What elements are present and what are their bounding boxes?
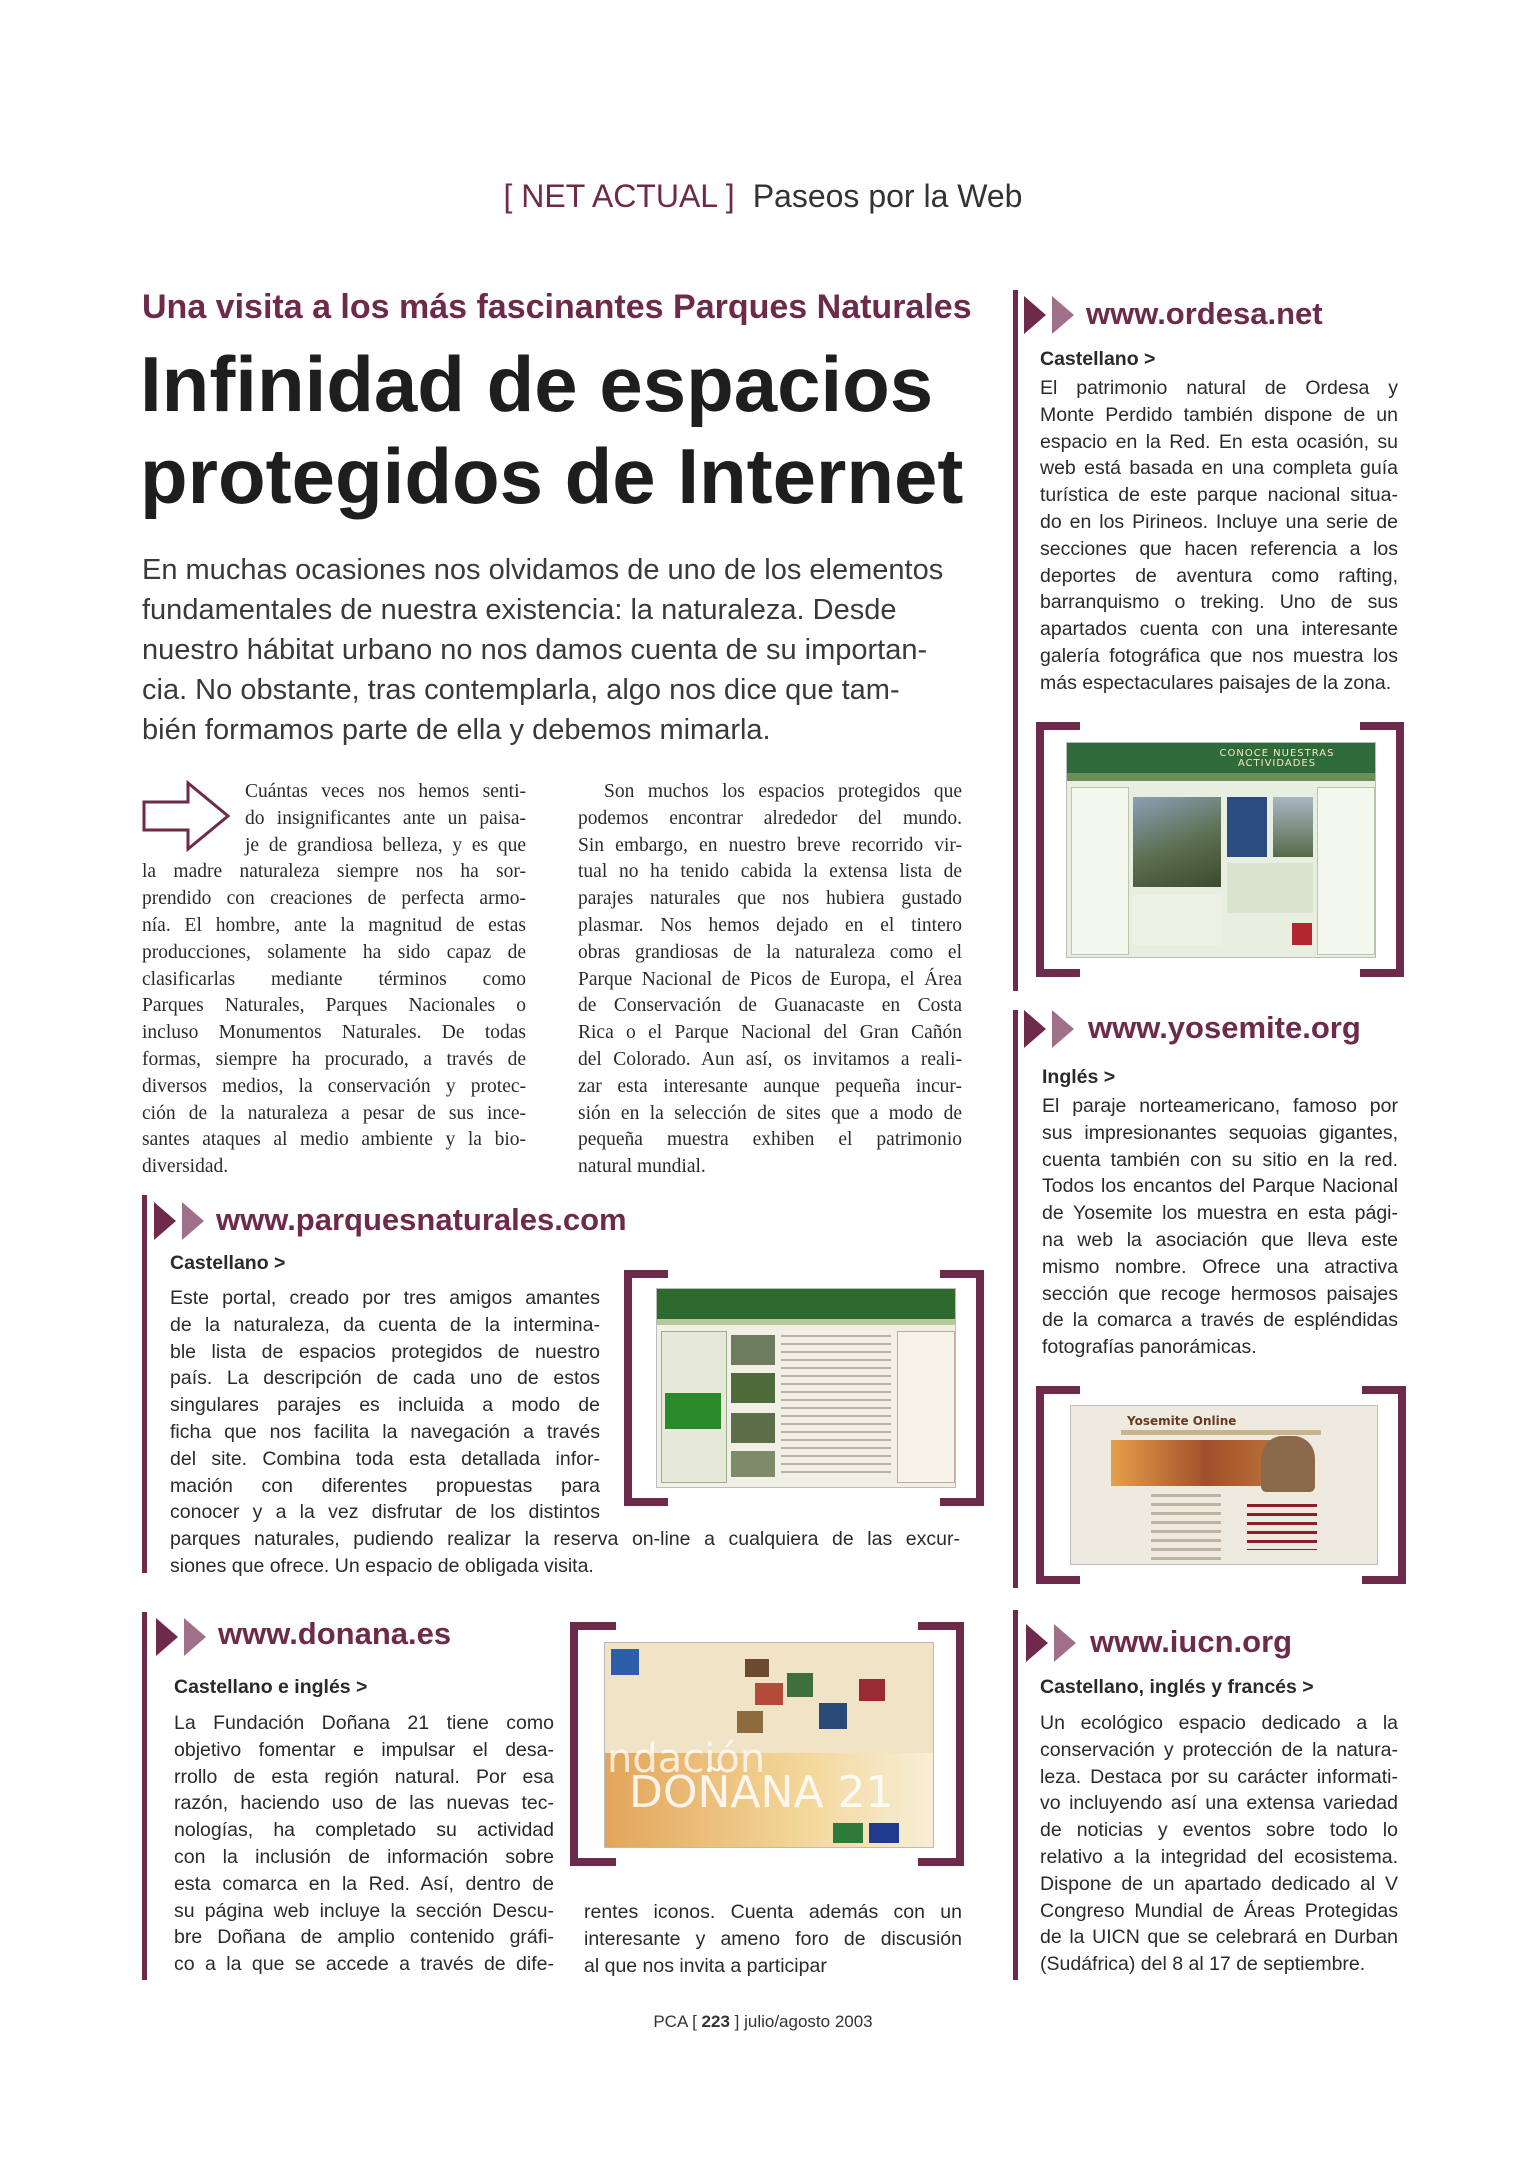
article-lead <box>142 550 972 750</box>
lead-line: En muchas ocasiones nos olvidamos de uno de los elementos <box>142 554 944 586</box>
body-line: formas, siempre ha procurado, a través de <box>142 1048 526 1070</box>
screenshot-parquesnaturales <box>656 1288 956 1488</box>
page-number: 223 <box>701 2012 730 2031</box>
title-line: Infinidad de espacios <box>140 340 934 428</box>
desc-line: de la naturaleza, da cuenta de la intermina- <box>170 1313 600 1336</box>
desc-line: país. La descripción de cada uno de estos <box>170 1367 600 1390</box>
page-header <box>0 178 1526 215</box>
desc-line: parques naturales, pudiendo realizar la reserva on-line a cualquiera de las excur- <box>170 1528 960 1550</box>
body-line: ción de la naturaleza a pesar de sus ince- <box>142 1102 526 1124</box>
double-arrow-icon <box>156 1616 208 1658</box>
body-line: producciones, solamente ha sido capaz de <box>142 941 526 963</box>
body-line: Parques Naturales, Parques Nacionales o <box>142 995 526 1017</box>
site-description-donana <box>174 1710 554 1978</box>
desc-line: Congreso Mundial de Áreas Protegidas <box>1040 1899 1398 1922</box>
desc-line: cuenta también con su sitio en la red. <box>1042 1148 1398 1171</box>
page-footer: PCA [ 223 ] julio/agosto 2003 <box>653 2012 873 2031</box>
body-line: clasificarlas mediante términos como <box>142 968 526 990</box>
footer-pub: PCA <box>653 2012 688 2031</box>
desc-line: web está basada en una completa guía <box>1040 457 1398 480</box>
body-line: Son muchos los espacios protegidos que <box>604 781 962 802</box>
lead-line: cia. No obstante, tras contemplarla, algo nos dice que tam- <box>142 674 900 706</box>
desc-line: ficha que nos facilita la navegación a través <box>170 1420 600 1443</box>
body-line: Sin embargo, en nuestro breve recorrido vir- <box>578 834 962 856</box>
body-line: nía. El hombre, ante la magnitud de estas <box>142 914 526 936</box>
body-line: Parque Nacional de Picos de Europa, el Área <box>578 968 962 990</box>
desc-line: mismo nombre. Ofrece una atractiva <box>1042 1255 1398 1278</box>
desc-line: na web la asociación que lleva este <box>1042 1228 1398 1251</box>
body-line: pequeña muestra exhiben el patrimonio <box>578 1129 962 1151</box>
desc-line: relativo a la integridad del ecosistema. <box>1040 1845 1398 1868</box>
site-description-donana-cont <box>584 1899 962 1979</box>
body-line: diversos medios, la conservación y protec- <box>142 1075 526 1097</box>
desc-line: conocer y a la vez disfrutar de los distintos <box>170 1501 600 1524</box>
body-line: plasmar. Nos hemos dejado en el tintero <box>578 914 962 936</box>
desc-line: mación con diferentes propuestas para <box>170 1474 600 1497</box>
double-arrow-icon <box>154 1200 206 1242</box>
body-line: natural mundial. <box>578 1156 706 1178</box>
desc-line: con la inclusión de información sobre <box>174 1845 554 1868</box>
article-title <box>140 338 1020 522</box>
desc-line: Dispone de un apartado dedicado al V <box>1040 1872 1398 1895</box>
body-column-2 <box>578 779 962 1181</box>
body-line: Rica o el Parque Nacional del Gran Cañón <box>578 1022 962 1044</box>
desc-line: do en los Pirineos. Incluye una serie de <box>1040 510 1398 533</box>
desc-line: sus impresionantes sequoias gigantes, <box>1042 1121 1398 1144</box>
title-line: protegidos de Internet <box>140 432 964 520</box>
screenshot-yosemite <box>1070 1405 1378 1565</box>
site-url-iucn[interactable]: www.iucn.org <box>1090 1624 1293 1659</box>
desc-line: objetivo fomentar e impulsar el desa- <box>174 1738 554 1761</box>
desc-line: más espectaculares paisajes de la zona. <box>1040 671 1392 694</box>
body-line: la madre naturaleza siempre nos ha sor- <box>142 861 526 883</box>
desc-line: razón, haciendo uso de las nuevas tec- <box>174 1792 554 1815</box>
article-kicker: Una visita a los más fascinantes Parques Naturales <box>142 288 972 326</box>
body-line: Cuántas veces nos hemos senti- <box>245 781 526 802</box>
desc-line: al que nos invita a participar <box>584 1954 827 1977</box>
double-arrow-icon <box>1024 294 1076 336</box>
lead-line: bién formamos parte de ella y debemos mimarla. <box>142 714 771 746</box>
site-language: Castellano > <box>170 1252 286 1274</box>
desc-line: secciones que hacen referencia a los <box>1040 537 1398 560</box>
body-line: prendido con creaciones de perfecta armo- <box>142 888 526 910</box>
desc-line: galería fotográfica que nos muestra los <box>1040 644 1398 667</box>
site-language: Castellano, inglés y francés > <box>1040 1676 1314 1698</box>
desc-line: de noticias y eventos sobre todo lo <box>1040 1819 1398 1842</box>
site-description-yosemite <box>1042 1093 1398 1361</box>
desc-line: esta comarca en la Red. Así, dentro de <box>174 1872 554 1895</box>
site-description-parquesnaturales <box>170 1285 600 1526</box>
desc-line: espacio en la Red. En esta ocasión, su <box>1040 430 1398 453</box>
desc-line: apartados cuenta con una interesante <box>1040 618 1398 641</box>
body-line: tual no ha tenido cabida la extensa lista de <box>578 861 962 883</box>
footer-date: julio/agosto 2003 <box>744 2012 873 2031</box>
desc-line: leza. Destaca por su carácter informati- <box>1040 1765 1398 1788</box>
desc-line: sección que recoge hermosos paisajes <box>1042 1282 1398 1305</box>
site-description-iucn <box>1040 1710 1398 1978</box>
body-line: parajes naturales que nos hubiera gustado <box>578 888 962 910</box>
desc-line: rrollo de esta región natural. Por esa <box>174 1765 554 1788</box>
sidebar-rule <box>1013 1610 1018 1980</box>
site-url-ordesa[interactable]: www.ordesa.net <box>1086 296 1323 331</box>
site-description-parquesnaturales-cont <box>170 1526 960 1580</box>
desc-line: de la UICN que se celebrará en Durban <box>1040 1926 1398 1949</box>
screenshot-ordesa <box>1066 742 1376 958</box>
body-column-1 <box>142 779 526 1181</box>
lead-line: nuestro hábitat urbano no nos damos cuenta de su importan- <box>142 634 928 666</box>
site-language: Castellano e inglés > <box>174 1676 368 1698</box>
desc-line: El patrimonio natural de Ordesa y <box>1040 377 1398 399</box>
body-line: obras grandiosas de la naturaleza como el <box>578 941 962 963</box>
body-line: de Conservación de Guanacaste en Costa <box>578 995 962 1017</box>
desc-line: del site. Combina toda esta detallada infor- <box>170 1447 600 1470</box>
site-url-parquesnaturales[interactable]: www.parquesnaturales.com <box>216 1202 627 1237</box>
section-label: [ NET ACTUAL ] <box>503 178 735 214</box>
desc-line: de la comarca a través de espléndidas <box>1042 1309 1398 1332</box>
box-rule <box>142 1612 147 1980</box>
desc-line: nologías, ha completado su actividad <box>174 1819 554 1842</box>
desc-line: La Fundación Doñana 21 tiene como <box>174 1712 554 1734</box>
screenshot-donana <box>604 1642 934 1848</box>
site-url-donana[interactable]: www.donana.es <box>218 1616 452 1651</box>
desc-line: singulares parajes es incluida a modo de <box>170 1394 600 1417</box>
shot-caption: DOÑANA 21 <box>629 1767 894 1818</box>
desc-line: interesante y ameno foro de discusión <box>584 1927 962 1950</box>
desc-line: ble lista de espacios protegidos de nuestro <box>170 1340 600 1363</box>
desc-line: de Yosemite los muestra en esta pági- <box>1042 1202 1398 1225</box>
desc-line: Monte Perdido también dispone de un <box>1040 403 1398 426</box>
shot-caption: CONOCE NUESTRAS ACTIVIDADES <box>1219 748 1335 769</box>
desc-line: bre Doñana de amplio contenido gráfi- <box>174 1926 554 1949</box>
desc-line: conservación y protección de la natura- <box>1040 1738 1398 1761</box>
site-description-ordesa <box>1040 375 1398 697</box>
desc-line: Un ecológico espacio dedicado a la <box>1040 1712 1398 1734</box>
body-line: del Colorado. Aun así, os invitamos a reali- <box>578 1048 962 1070</box>
body-line: diversidad. <box>142 1156 229 1178</box>
double-arrow-icon <box>1024 1008 1076 1050</box>
desc-line: turística de este parque nacional situa- <box>1040 484 1398 507</box>
desc-line: rentes iconos. Cuenta además con un <box>584 1901 962 1923</box>
shot-caption: Yosemite Online <box>1127 1414 1237 1428</box>
site-url-yosemite[interactable]: www.yosemite.org <box>1088 1010 1361 1045</box>
subsection-label: Paseos por la Web <box>752 178 1023 214</box>
site-language: Castellano > <box>1040 348 1156 370</box>
desc-line: Todos los encantos del Parque Nacional <box>1042 1175 1398 1198</box>
site-language: Inglés > <box>1042 1066 1116 1088</box>
desc-line: su página web incluye la sección Descu- <box>174 1899 554 1922</box>
body-line: je de grandiosa belleza, y es que <box>245 834 526 856</box>
desc-line: fotografías panorámicas. <box>1042 1336 1257 1359</box>
double-arrow-icon <box>1026 1622 1078 1664</box>
shot-caption: ndación <box>607 1736 766 1782</box>
desc-line: (Sudáfrica) del 8 al 17 de septiembre. <box>1040 1953 1366 1976</box>
desc-line: siones que ofrece. Un espacio de obligada visita. <box>170 1554 594 1577</box>
body-line: zar esta interesante aunque pequeña incur- <box>578 1075 962 1097</box>
lead-line: fundamentales de nuestra existencia: la naturaleza. Desde <box>142 594 897 626</box>
desc-line: Este portal, creado por tres amigos amantes <box>170 1287 600 1309</box>
body-line: sión en la selección de sites que a modo de <box>578 1102 962 1124</box>
body-line: santes ataques al medio ambiente y la bio- <box>142 1129 526 1151</box>
desc-line: barranquismo o treking. Uno de sus <box>1040 591 1398 614</box>
sidebar-rule <box>1013 1010 1018 1588</box>
body-line: incluso Monumentos Naturales. De todas <box>142 1022 526 1044</box>
box-rule <box>142 1195 147 1573</box>
desc-line: El paraje norteamericano, famoso por <box>1042 1095 1398 1117</box>
body-line: do insignificantes ante un paisa- <box>245 807 526 829</box>
desc-line: co a la que se accede a través de dife- <box>174 1953 554 1976</box>
desc-line: vo incluyendo así una extensa variedad <box>1040 1792 1398 1815</box>
sidebar-rule <box>1013 290 1018 991</box>
desc-line: deportes de aventura como rafting, <box>1040 564 1398 587</box>
body-line: podemos encontrar alrededor del mundo. <box>578 807 962 829</box>
